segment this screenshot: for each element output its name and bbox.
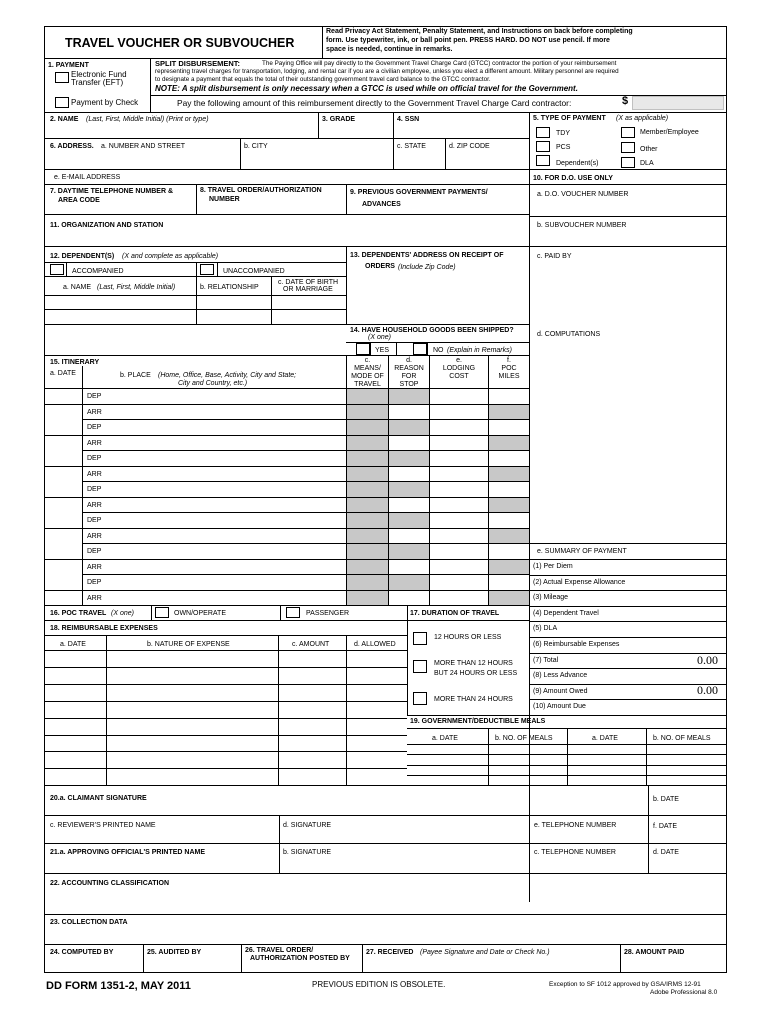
claimant-date-label: b. DATE bbox=[653, 796, 679, 803]
other-label: Other bbox=[640, 146, 658, 153]
email-label: e. E-MAIL ADDRESS bbox=[54, 174, 121, 181]
unaccompanied-label: UNACCOMPANIED bbox=[223, 268, 285, 275]
itin-means-cell[interactable] bbox=[347, 405, 388, 420]
dependents-label: Dependent(s) bbox=[556, 160, 599, 167]
itin-row-type: ARR bbox=[87, 532, 102, 540]
split-text-3: to designate a payment that equals the total of their outstanding government travel card balance to the GTCC contractor. bbox=[155, 76, 491, 83]
dependents-section-label: 12. DEPENDENT(S) bbox=[50, 253, 115, 260]
meals-label: 19. GOVERNMENT/DEDUCTIBLE MEALS bbox=[410, 718, 546, 725]
type-of-payment-label: 5. TYPE OF PAYMENT bbox=[533, 115, 606, 122]
state-label: c. STATE bbox=[397, 143, 426, 150]
reason-header: d. REASON FOR STOP bbox=[394, 357, 424, 388]
accounting-label: 22. ACCOUNTING CLASSIFICATION bbox=[50, 880, 170, 887]
hhg-yes-label: YES bbox=[375, 347, 390, 354]
itinerary-label: 15. ITINERARY bbox=[50, 359, 100, 366]
itin-row-type: DEP bbox=[87, 424, 102, 431]
summary-item: (6) Reimbursable Expenses bbox=[533, 641, 620, 648]
itin-row-type: DEP bbox=[87, 393, 102, 400]
meals-date-header-1: a. DATE bbox=[432, 735, 458, 742]
hhg-no-label: NO bbox=[433, 347, 444, 354]
prev-payments-label-2: ADVANCES bbox=[362, 201, 401, 208]
dla-label: DLA bbox=[640, 160, 654, 167]
pcs-checkbox[interactable] bbox=[536, 141, 550, 152]
collection-label: 23. COLLECTION DATA bbox=[50, 919, 128, 926]
itin-reason-cell[interactable] bbox=[389, 420, 429, 435]
summary-item: (10) Amount Due bbox=[533, 703, 586, 711]
summary-item: (4) Dependent Travel bbox=[533, 609, 599, 617]
member-label: Member/Employee bbox=[640, 129, 699, 136]
itin-means-cell[interactable] bbox=[347, 389, 388, 404]
eft-checkbox[interactable] bbox=[55, 72, 69, 83]
name-label: 2. NAME bbox=[50, 116, 79, 123]
passenger-label: PASSENGER bbox=[306, 610, 350, 617]
reimb-date-header: a. DATE bbox=[60, 641, 86, 648]
split-text-1: The Paying Office will pay directly to the Government Travel Charge Card (GTCC) contractor the portion of your reimbursement bbox=[262, 60, 617, 67]
itin-means-cell[interactable] bbox=[347, 560, 388, 575]
footer-adobe: Adobe Professional 8.0 bbox=[650, 989, 718, 996]
phone-label-2: AREA CODE bbox=[58, 197, 100, 204]
itin-miles-cell[interactable] bbox=[489, 560, 529, 575]
audited-by-label: 25. AUDITED BY bbox=[147, 949, 202, 956]
summary-item: (5) DLA bbox=[533, 625, 558, 633]
dep-name-label: a. NAME bbox=[63, 284, 92, 291]
summary-label: e. SUMMARY OF PAYMENT bbox=[537, 548, 627, 555]
member-checkbox[interactable] bbox=[621, 127, 635, 138]
dependents-section-sublabel: (X and complete as applicable) bbox=[122, 253, 219, 260]
computations-label: d. COMPUTATIONS bbox=[537, 331, 601, 338]
header-note-2: form. Use typewriter, ink, or ball point pen. PRESS HARD. DO NOT use pencil. If more bbox=[326, 37, 610, 44]
summary-item: (3) Mileage bbox=[533, 594, 569, 602]
duration-12-checkbox[interactable] bbox=[413, 632, 427, 645]
accompanied-label: ACCOMPANIED bbox=[72, 268, 124, 275]
itin-place-subheader: (Home, Office, Base, Activity, City and State; bbox=[158, 372, 297, 379]
received-label: 27. RECEIVED bbox=[366, 949, 414, 956]
itin-row-type: ARR bbox=[87, 501, 102, 509]
hhg-sublabel: (X one) bbox=[368, 334, 391, 341]
itin-means-cell[interactable] bbox=[347, 451, 388, 466]
footer-previous-edition: PREVIOUS EDITION IS OBSOLETE. bbox=[312, 980, 446, 989]
duration-12-24-checkbox[interactable] bbox=[413, 660, 427, 673]
check-checkbox[interactable] bbox=[55, 97, 69, 108]
itin-reason-cell[interactable] bbox=[389, 482, 429, 497]
travel-order-posted-label-2: AUTHORIZATION POSTED BY bbox=[250, 955, 350, 962]
itin-means-cell[interactable] bbox=[347, 529, 388, 544]
dob-label: c. DATE OF BIRTH bbox=[278, 279, 339, 286]
other-checkbox[interactable] bbox=[621, 142, 635, 153]
duration-label: 17. DURATION OF TRAVEL bbox=[410, 610, 500, 617]
itin-means-cell[interactable] bbox=[347, 482, 388, 497]
unaccompanied-checkbox[interactable] bbox=[200, 264, 214, 275]
reimbursable-label: 18. REIMBURSABLE EXPENSES bbox=[50, 625, 158, 632]
eft-label: Electronic Fund bbox=[71, 70, 127, 79]
grade-label: 3. GRADE bbox=[322, 116, 356, 123]
footer-exception: Exception to SF 1012 approved by GSA/IRMS 12-91 bbox=[549, 981, 701, 988]
split-pay-text: Pay the following amount of this reimbursement directly to the Government Travel Charge Card contractor: bbox=[177, 98, 572, 108]
itin-row-type: DEP bbox=[87, 517, 102, 524]
itin-miles-cell[interactable] bbox=[489, 436, 529, 451]
city-label: b. CITY bbox=[244, 143, 268, 150]
total-value: 0.00 bbox=[697, 653, 718, 667]
reimb-allowed-header: d. ALLOWED bbox=[354, 641, 396, 648]
summary-item: (8) Less Advance bbox=[533, 672, 588, 680]
itin-place-header: b. PLACE bbox=[120, 372, 151, 379]
itin-date-header: a. DATE bbox=[50, 370, 76, 377]
travel-order-label-2: NUMBER bbox=[209, 196, 240, 203]
itin-means-cell[interactable] bbox=[347, 575, 388, 590]
duration-12-24-label-2: BUT 24 HOURS OR LESS bbox=[434, 670, 518, 677]
dependents-checkbox[interactable] bbox=[536, 155, 550, 166]
split-title: SPLIT DISBURSEMENT: bbox=[155, 59, 241, 68]
own-operate-checkbox[interactable] bbox=[155, 607, 169, 618]
paid-by-label: c. PAID BY bbox=[537, 253, 572, 260]
summary-item: (2) Actual Expense Allowance bbox=[533, 578, 626, 586]
itin-row-type: ARR bbox=[87, 563, 102, 571]
dep-name-sublabel: (Last, First, Middle Initial) bbox=[97, 284, 176, 291]
dla-checkbox[interactable] bbox=[621, 157, 635, 168]
itin-row-type: DEP bbox=[87, 455, 102, 462]
meals-count-header-1: b. NO. OF MEALS bbox=[495, 735, 553, 742]
itin-reason-cell[interactable] bbox=[389, 451, 429, 466]
amount-paid-label: 28. AMOUNT PAID bbox=[624, 949, 685, 956]
travel-order-label: 8. TRAVEL ORDER/AUTHORIZATION bbox=[200, 187, 322, 194]
approving-phone-label: c. TELEPHONE NUMBER bbox=[534, 849, 616, 856]
itin-row-type: DEP bbox=[87, 486, 102, 493]
means-header: c. MEANS/ MODE OF TRAVEL bbox=[351, 357, 384, 388]
reviewer-phone-label: e. TELEPHONE NUMBER bbox=[534, 822, 617, 829]
lodging-header: e. LODGING COST bbox=[442, 357, 476, 380]
own-operate-label: OWN/OPERATE bbox=[174, 610, 226, 617]
prev-payments-label: 9. PREVIOUS GOVERNMENT PAYMENTS/ bbox=[350, 189, 488, 196]
itin-row-type: ARR bbox=[87, 439, 102, 447]
tdy-checkbox[interactable] bbox=[536, 127, 550, 138]
summary-item: (1) Per Diem bbox=[533, 563, 573, 570]
organization-label: 11. ORGANIZATION AND STATION bbox=[50, 222, 164, 229]
phone-label: 7. DAYTIME TELEPHONE NUMBER & bbox=[50, 188, 174, 195]
received-sublabel: (Payee Signature and Date or Check No.) bbox=[420, 949, 550, 956]
accompanied-checkbox[interactable] bbox=[50, 264, 64, 275]
split-note: NOTE: A split disbursement is only necessary when a GTCC is used while on official travel for the Government. bbox=[155, 84, 578, 93]
itin-means-cell[interactable] bbox=[347, 591, 388, 606]
meals-date-header-2: a. DATE bbox=[592, 735, 618, 742]
itin-means-cell[interactable] bbox=[347, 436, 388, 451]
duration-24-label: MORE THAN 24 HOURS bbox=[434, 696, 513, 703]
header-note-1: Read Privacy Act Statement, Penalty Statement, and Instructions on back before completing bbox=[326, 28, 633, 35]
form-title: TRAVEL VOUCHER OR SUBVOUCHER bbox=[65, 36, 295, 50]
approving-name-label: 21.a. APPROVING OFFICIAL'S PRINTED NAME bbox=[50, 849, 206, 856]
approving-signature-label: b. SIGNATURE bbox=[283, 849, 332, 856]
itin-row-type: DEP bbox=[87, 579, 102, 586]
subvoucher-label: b. SUBVOUCHER NUMBER bbox=[537, 222, 627, 229]
duration-12-24-label: MORE THAN 12 HOURS bbox=[434, 660, 513, 667]
footer-form-number: DD FORM 1351-2, MAY 2011 bbox=[46, 980, 191, 992]
poc-travel-sublabel: (X one) bbox=[111, 610, 134, 617]
header-note-3: space is needed, continue in remarks. bbox=[326, 46, 453, 53]
poc-miles-header: f. POC MILES bbox=[498, 357, 520, 380]
itin-row-type: DEP bbox=[87, 548, 102, 555]
computed-by-label: 24. COMPUTED BY bbox=[50, 949, 114, 956]
hhg-no-sublabel: (Explain in Remarks) bbox=[447, 347, 512, 354]
itin-reason-cell[interactable] bbox=[389, 544, 429, 559]
street-label: a. NUMBER AND STREET bbox=[101, 143, 186, 150]
split-amount-input[interactable] bbox=[632, 96, 724, 110]
check-label: Payment by Check bbox=[71, 98, 139, 107]
duration-24-checkbox[interactable] bbox=[413, 692, 427, 705]
duration-12-label: 12 HOURS OR LESS bbox=[434, 634, 502, 641]
summary-item: (9) Amount Owed bbox=[533, 687, 588, 695]
tdy-label: TDY bbox=[556, 130, 570, 137]
reviewer-date-label: f. DATE bbox=[653, 823, 677, 830]
itin-row-type: ARR bbox=[87, 594, 102, 602]
reviewer-name-label: c. REVIEWER'S PRINTED NAME bbox=[50, 822, 156, 829]
payment-label: 1. PAYMENT bbox=[48, 62, 89, 69]
hhg-yes-checkbox[interactable] bbox=[356, 343, 370, 355]
itin-means-cell[interactable] bbox=[347, 513, 388, 528]
itin-reason-cell[interactable] bbox=[389, 513, 429, 528]
zip-label: d. ZIP CODE bbox=[449, 143, 490, 150]
itin-miles-cell[interactable] bbox=[489, 498, 529, 513]
passenger-checkbox[interactable] bbox=[286, 607, 300, 618]
relationship-label: b. RELATIONSHIP bbox=[200, 284, 259, 291]
ssn-label: 4. SSN bbox=[397, 116, 420, 123]
reviewer-signature-label: d. SIGNATURE bbox=[283, 822, 332, 829]
name-sublabel: (Last, First, Middle Initial) (Print or type) bbox=[86, 116, 209, 123]
itin-miles-cell[interactable] bbox=[489, 405, 529, 420]
hhg-no-checkbox[interactable] bbox=[413, 343, 427, 355]
split-text-2: representing travel charges for transportation, lodging, and rental car if you are a civilian employee, unless you elect a different amount. Military personnel are required bbox=[155, 68, 619, 75]
summary-item: (7) Total bbox=[533, 656, 559, 664]
itin-means-cell[interactable] bbox=[347, 420, 388, 435]
dollar-sign: $ bbox=[622, 95, 629, 107]
itin-place-subheader-2: City and Country, etc.) bbox=[178, 380, 248, 387]
approving-date-label: d. DATE bbox=[653, 849, 679, 856]
dob-label-2: OR MARRIAGE bbox=[283, 286, 333, 293]
itin-reason-cell[interactable] bbox=[389, 389, 429, 404]
itin-means-cell[interactable] bbox=[347, 498, 388, 513]
itin-row-type: ARR bbox=[87, 470, 102, 478]
itin-row-type: ARR bbox=[87, 408, 102, 416]
dep-address-label-2: ORDERS bbox=[365, 263, 395, 270]
itin-means-cell[interactable] bbox=[347, 544, 388, 559]
do-voucher-label: a. D.O. VOUCHER NUMBER bbox=[537, 191, 629, 198]
dep-address-sublabel: (Include Zip Code) bbox=[398, 264, 456, 271]
itin-miles-cell[interactable] bbox=[489, 529, 529, 544]
pcs-label: PCS bbox=[556, 144, 571, 151]
itin-reason-cell[interactable] bbox=[389, 575, 429, 590]
dep-address-label: 13. DEPENDENTS' ADDRESS ON RECEIPT OF bbox=[350, 252, 504, 259]
eft-label-2: Transfer (EFT) bbox=[71, 78, 124, 87]
hhg-label: 14. HAVE HOUSEHOLD GOODS BEEN SHIPPED? bbox=[350, 327, 514, 334]
address-label: 6. ADDRESS. bbox=[50, 143, 94, 150]
do-use-only-label: 10. FOR D.O. USE ONLY bbox=[533, 175, 613, 182]
claimant-signature-label: 20.a. CLAIMANT SIGNATURE bbox=[50, 795, 147, 802]
reimb-amount-header: c. AMOUNT bbox=[292, 641, 330, 648]
meals-count-header-2: b. NO. OF MEALS bbox=[653, 735, 711, 742]
itin-miles-cell[interactable] bbox=[489, 467, 529, 482]
reimb-nature-header: b. NATURE OF EXPENSE bbox=[147, 641, 230, 648]
type-of-payment-sublabel: (X as applicable) bbox=[616, 115, 669, 122]
itin-means-cell[interactable] bbox=[347, 467, 388, 482]
travel-order-posted-label: 26. TRAVEL ORDER/ bbox=[245, 947, 314, 954]
poc-travel-label: 16. POC TRAVEL bbox=[50, 610, 107, 617]
amount-owed-value: 0.00 bbox=[697, 683, 718, 697]
itin-miles-cell[interactable] bbox=[489, 591, 529, 606]
